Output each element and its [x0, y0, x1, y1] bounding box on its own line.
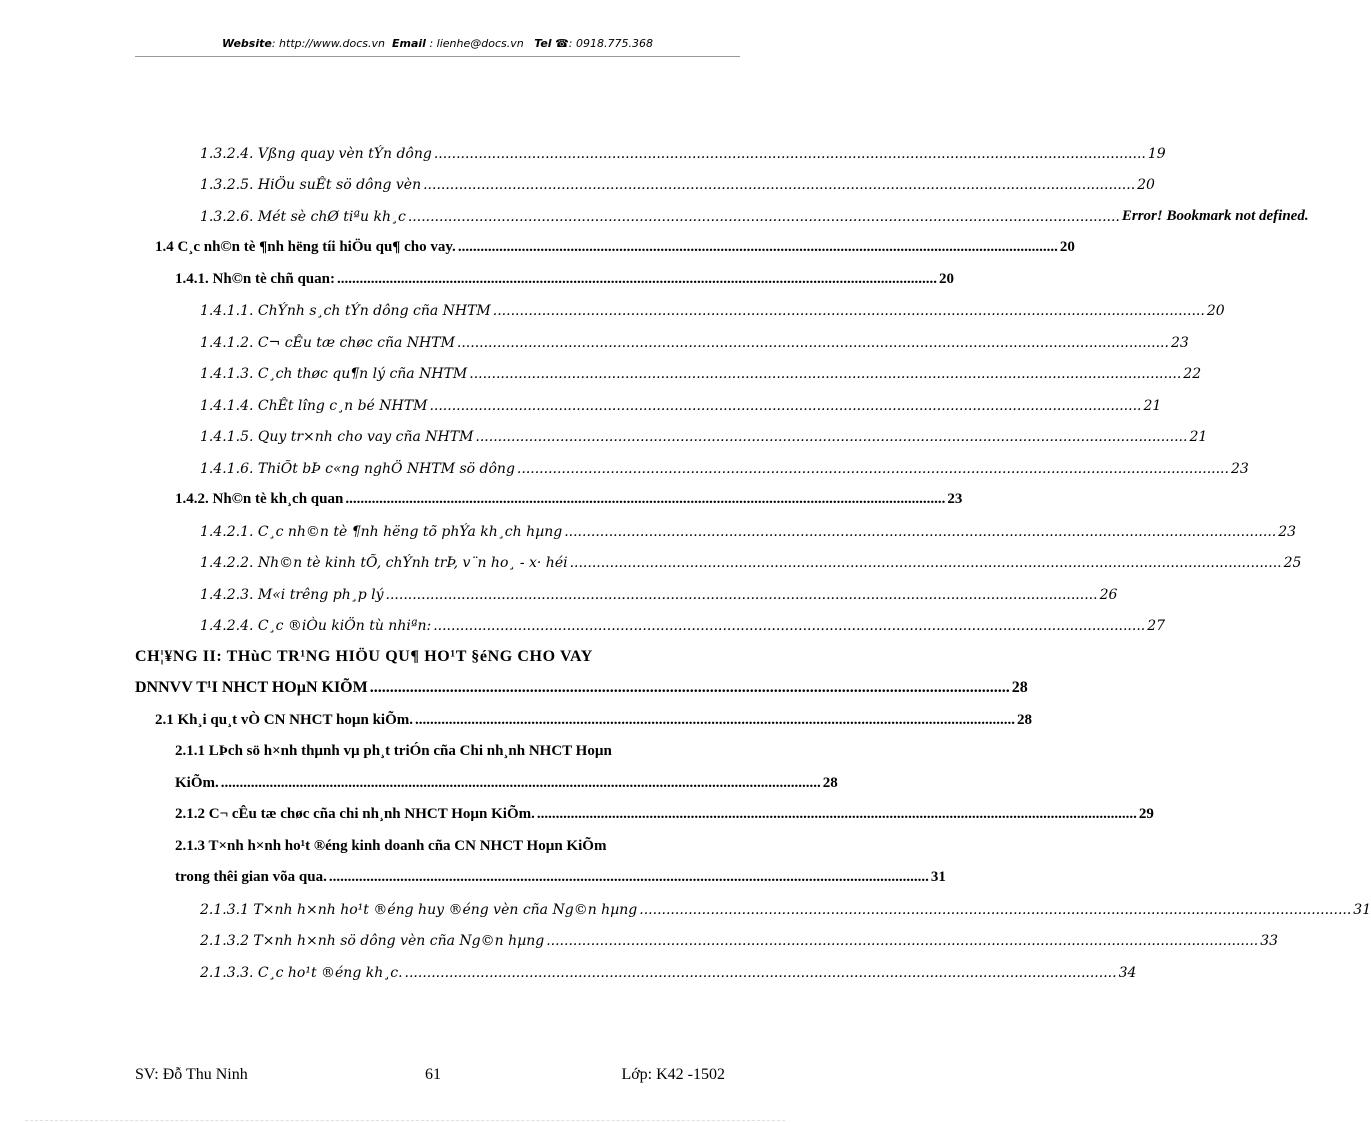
toc-leader: ................................................................................................................................................................ — [328, 869, 929, 885]
toc-entry-title: 2.1.1 LÞch sö h×nh thµnh vµ ph¸t triÓn cña Chi nh¸nh NHCT Hoµn — [175, 743, 612, 759]
toc-entry[interactable] — [135, 477, 963, 509]
toc-entry-title: 1.4.2. Nh©n tè kh¸ch quan — [175, 491, 344, 507]
toc-leader: ................................................................................................................................................................ — [433, 145, 1146, 162]
toc-entry-page: 31 — [1353, 901, 1371, 918]
toc-leader: ................................................................................................................................................................ — [536, 806, 1137, 822]
toc-entry[interactable] — [135, 729, 740, 761]
toc-leader: ................................................................................................................................................................ — [385, 586, 1098, 603]
toc-leader: ................................................................................................................................................................ — [415, 711, 1015, 728]
toc-entry[interactable] — [135, 414, 1208, 446]
toc-leader: ................................................................................................................................................................ — [433, 618, 1146, 634]
toc-entry-title: 1.4.2.3. M«i trêng ph¸p lý — [200, 586, 384, 603]
toc-entry-page: 28 — [1011, 679, 1028, 696]
toc-entry[interactable] — [135, 666, 1028, 698]
toc-entry-page: 20 — [1059, 239, 1075, 255]
tel-label: Tel — [534, 37, 552, 50]
toc-entry-title: 1.3.2.6. Mét sè chØ tiªu kh¸c — [200, 208, 406, 225]
toc-leader: ................................................................................................................................................................ — [492, 303, 1205, 319]
toc-leader: ................................................................................................................................................................ — [475, 429, 1188, 445]
website-label: Website — [222, 37, 272, 50]
toc-entry[interactable] — [135, 445, 1249, 477]
toc-entry-page: 33 — [1260, 933, 1279, 949]
email-value: : lienhe@docs.vn — [429, 37, 524, 50]
toc-entry-page: 23 — [1278, 523, 1297, 540]
toc-entry[interactable] — [135, 540, 1302, 572]
tel-value: : 0918.775.368 — [568, 37, 653, 50]
toc-entry-title: 1.4.1.5. Quy tr×nh cho vay cña NHTM — [200, 429, 474, 445]
toc-entry-title: 1.4.1.2. C¬ cÊu tæ chøc cña NHTM — [200, 334, 455, 351]
toc-entry[interactable] — [135, 855, 946, 887]
toc-leader: ................................................................................................................................................................ — [407, 208, 1120, 225]
phone-icon: ☎ — [555, 37, 569, 50]
toc-leader: ................................................................................................................................................................ — [469, 366, 1182, 382]
toc-entry[interactable] — [135, 225, 1075, 257]
toc-entry[interactable] — [135, 603, 1166, 635]
toc-entry[interactable] — [135, 130, 1166, 162]
toc-entry-title: 1.4.1.3. C¸ch thøc qu¶n lý cña NHTM — [200, 366, 468, 382]
toc-entry-title: DNNVV T¹I NHCT HOµN KIÕM — [135, 679, 368, 696]
toc-entry-page: 26 — [1099, 586, 1118, 603]
toc-leader: ................................................................................................................................................................ — [337, 270, 937, 287]
toc-entry-title: 1.4.2.4. C¸c ®iÒu kiÖn tù nhiªn: — [200, 618, 432, 634]
toc-entry[interactable] — [135, 760, 838, 792]
toc-entry-error: Error! Bookmark not defined. — [1121, 207, 1309, 224]
toc-entry[interactable] — [135, 351, 1202, 383]
toc-entry[interactable] — [135, 571, 1118, 603]
toc-entry-page: 34 — [1118, 964, 1137, 981]
toc-entry-page: 21 — [1189, 429, 1208, 445]
toc-entry[interactable] — [135, 193, 1309, 225]
toc-entry-page: 20 — [1206, 303, 1225, 319]
toc-entry-title: trong thêi gian võa qua. — [175, 869, 327, 885]
toc-entry-page: 29 — [1138, 806, 1154, 822]
toc-entry[interactable] — [135, 319, 1189, 351]
toc-entry-title: 1.4.1.6. ThiÕt bÞ c«ng nghÖ NHTM sö dông — [200, 460, 515, 477]
toc-leader: ................................................................................................................................................................ — [639, 901, 1352, 918]
toc-leader: ................................................................................................................................................................ — [429, 397, 1142, 414]
toc-entry-title: 1.4 C¸c nh©n tè ¶nh hëng tíi hiÖu qu¶ cho vay. — [155, 239, 456, 255]
toc-entry-page: 23 — [1170, 334, 1189, 351]
footer-student: SV: Đỗ Thu Ninh — [135, 1066, 248, 1083]
email-label: Email — [392, 37, 426, 50]
toc-entry[interactable] — [135, 288, 1225, 320]
toc-entry-title: 2.1 Kh¸i qu¸t vÒ CN NHCT hoµn kiÕm. — [155, 711, 413, 728]
toc-entry-page: 23 — [1230, 460, 1249, 477]
toc-entry-page: 25 — [1283, 555, 1302, 571]
toc-entry-title: 1.4.2.1. C¸c nh©n tè ¶nh hëng tõ phÝa kh¸ch hµng — [200, 523, 563, 540]
toc-entry[interactable] — [135, 382, 1162, 414]
footer-page-number: 61 — [425, 1066, 441, 1083]
toc-entry-page: 23 — [947, 491, 963, 507]
toc-entry-title: 2.1.3.2 T×nh h×nh sö dông vèn cña Ng©n hµng — [200, 933, 545, 949]
header-divider — [135, 56, 740, 57]
footer-class: Lớp: K42 -1502 — [621, 1066, 725, 1083]
toc-entry-title: CH¦¥NG II: THùC TR¹NG HIÖU QU¶ HO¹T §éNG CHO VAY — [135, 647, 593, 665]
toc-entry-title: 2.1.3 T×nh h×nh ho¹t ®éng kinh doanh cña CN NHCT Hoµn KiÕm — [175, 837, 607, 854]
toc-leader: ................................................................................................................................................................ — [546, 933, 1259, 949]
toc-entry-page: 31 — [930, 869, 946, 885]
toc-entry-title: 2.1.2 C¬ cÊu tæ chøc cña chi nh¸nh NHCT Hoµn KiÕm. — [175, 806, 535, 822]
toc-entry-title: 1.4.1. Nh©n tè chñ quan: — [175, 270, 335, 287]
toc-leader: ................................................................................................................................................................ — [220, 774, 821, 791]
toc-leader: ................................................................................................................................................................ — [369, 679, 1010, 696]
toc-entry-title: 1.3.2.5. HiÖu suÊt sö dông vèn — [200, 177, 422, 193]
toc-leader: ................................................................................................................................................................ — [516, 460, 1229, 477]
toc-entry-title: KiÕm. — [175, 774, 219, 791]
toc-entry-title: 1.4.1.1. ChÝnh s¸ch tÝn dông cña NHTM — [200, 303, 491, 319]
toc-entry[interactable] — [135, 256, 954, 288]
toc-entry-page: 22 — [1183, 366, 1202, 382]
toc-entry-page: 28 — [822, 774, 838, 791]
toc-entry[interactable] — [135, 823, 740, 855]
toc-entry[interactable] — [135, 949, 1137, 981]
website-value: : http://www.docs.vn — [271, 37, 386, 50]
toc-entry-title: 1.4.2.2. Nh©n tè kinh tÕ, chÝnh trÞ, v¨n ho¸ - x· héi — [200, 555, 568, 571]
toc-entry-page: 21 — [1143, 397, 1162, 414]
toc-entry[interactable] — [135, 508, 1297, 540]
toc-entry-page: 20 — [939, 270, 954, 287]
footer-divider — [25, 1120, 785, 1121]
toc-entry-page: 28 — [1017, 711, 1032, 728]
toc-leader: ................................................................................................................................................................ — [345, 491, 946, 507]
toc-leader: ................................................................................................................................................................ — [564, 523, 1277, 540]
toc-leader: ................................................................................................................................................................ — [457, 239, 1058, 255]
toc-entry-page: 27 — [1147, 618, 1166, 634]
toc-leader: ................................................................................................................................................................ — [456, 334, 1169, 351]
toc-entry-page: 20 — [1137, 177, 1155, 193]
toc-entry[interactable] — [135, 697, 1032, 729]
toc-entry[interactable] — [135, 792, 1154, 824]
toc-entry[interactable] — [135, 918, 1279, 950]
table-of-contents — [135, 130, 1371, 981]
toc-entry[interactable] — [135, 162, 1155, 194]
toc-leader: ................................................................................................................................................................ — [423, 177, 1136, 193]
toc-entry-page: 19 — [1147, 145, 1166, 162]
toc-leader: ................................................................................................................................................................ — [569, 555, 1282, 571]
toc-entry-title: 1.4.1.4. ChÊt lîng c¸n bé NHTM — [200, 397, 428, 414]
toc-entry-title: 1.3.2.4. Vßng quay vèn tÝn dông — [200, 145, 432, 162]
toc-entry-title: 2.1.3.1 T×nh h×nh ho¹t ®éng huy ®éng vèn cña Ng©n hµng — [200, 901, 638, 918]
toc-leader: ................................................................................................................................................................ — [404, 964, 1117, 981]
page-header — [135, 37, 740, 50]
toc-entry-title: 2.1.3.3. C¸c ho¹t ®éng kh¸c. — [200, 964, 403, 981]
toc-entry[interactable] — [135, 886, 1371, 918]
toc-chapter-heading[interactable] — [135, 634, 740, 666]
